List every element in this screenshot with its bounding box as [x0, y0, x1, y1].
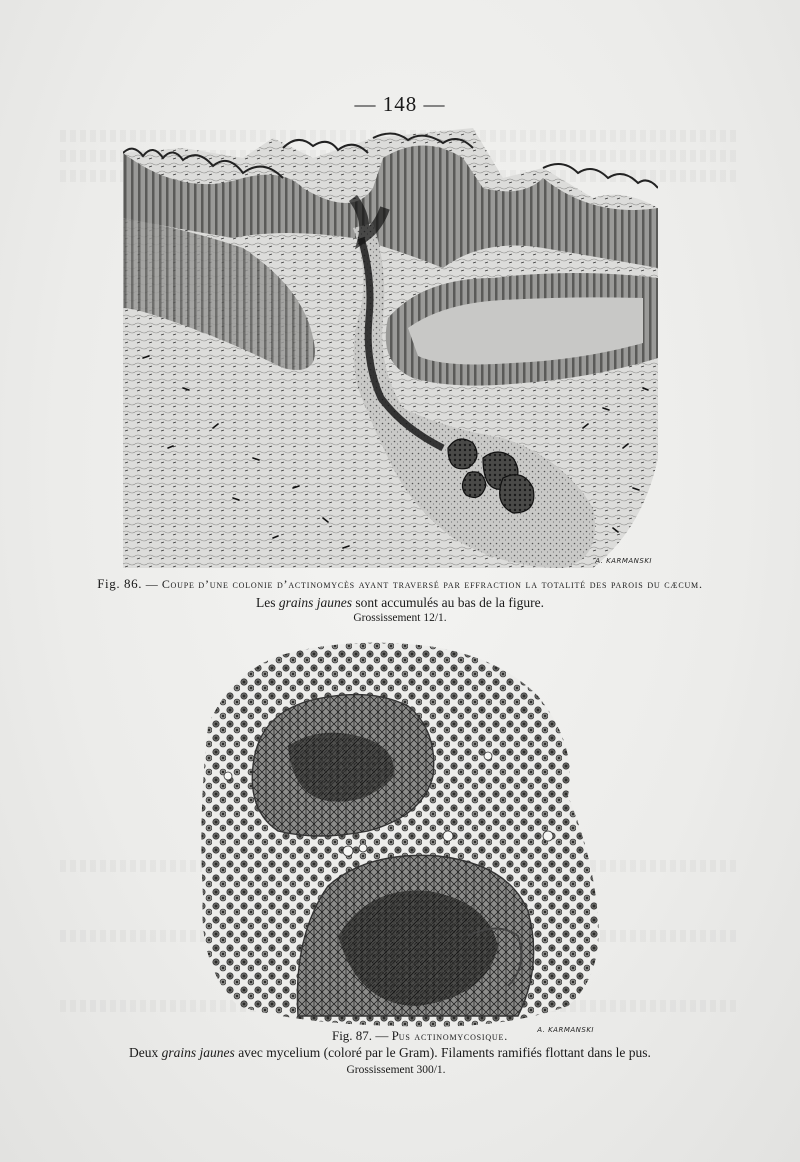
figure-87-caption-title [20, 1028, 800, 1044]
caption-text: Les [256, 595, 279, 610]
figure-87-label: Fig. 87. [331, 1028, 373, 1043]
figure-86-caption-description [0, 595, 800, 611]
engraver-signature: A. KARMANSKI [595, 557, 652, 565]
figure-87-illustration [198, 636, 610, 1034]
caption-italic: grains jaunes [161, 1045, 235, 1060]
engraver-signature: A. KARMANSKI [537, 1026, 594, 1034]
figure-86-illustration [123, 128, 658, 568]
figure-86-label: Fig. 86. [97, 576, 143, 591]
figure-86-caption-title [0, 576, 800, 592]
figure-87-title: us actinomycosique. [398, 1029, 509, 1043]
figure-87-title-lead: — P [375, 1028, 399, 1043]
caption-text: sont accumulés au bas de la figure. [352, 595, 544, 610]
caption-text: Deux [129, 1045, 162, 1060]
figure-86-title: oupe d’une colonie d’actinomycès ayant traversé par effraction la totalité des parois du cæcum. [170, 577, 703, 591]
figure-87-caption-description [0, 1045, 790, 1061]
figure-87-magnification: Grossissement 300/1. [346, 1064, 446, 1076]
page-number: — 148 — [354, 92, 446, 116]
figure-86-magnification: Grossissement 12/1. [353, 612, 447, 624]
caption-text: avec mycelium (coloré par le Gram). Filaments ramifiés flottant dans le pus. [234, 1045, 651, 1060]
figure-86-title-lead: — C [145, 577, 171, 591]
caption-italic: grains jaunes [278, 595, 353, 610]
